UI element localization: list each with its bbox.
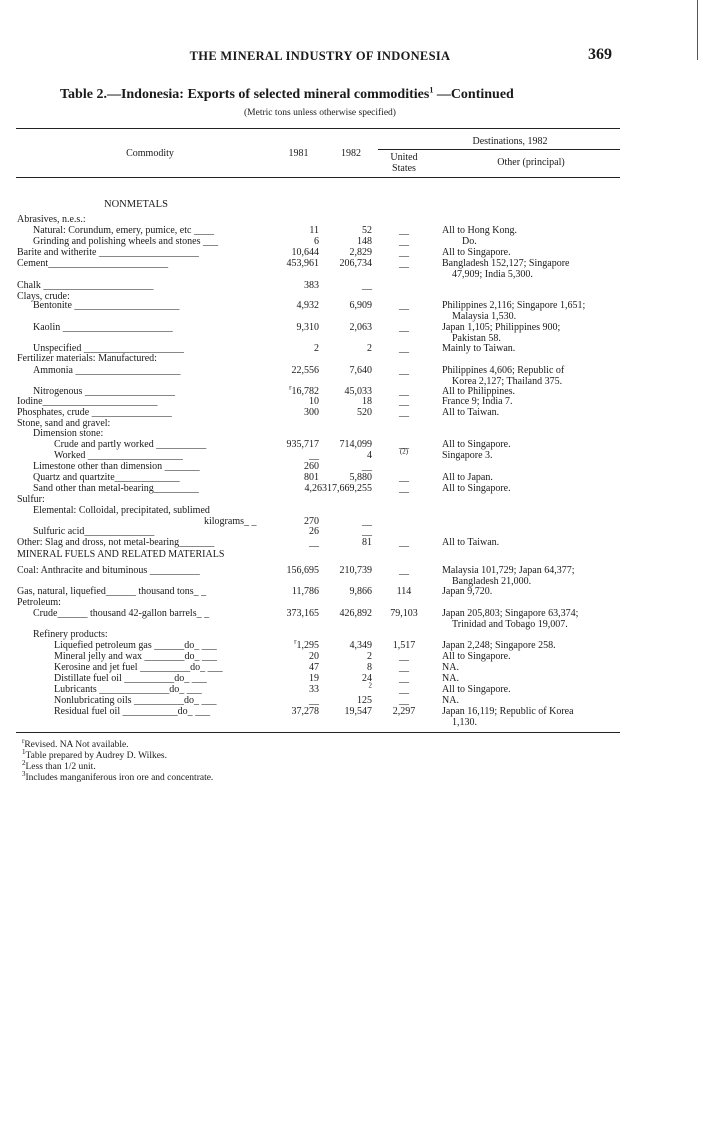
table-row <box>0 706 712 728</box>
table-row <box>0 236 712 247</box>
commodity-label: Residual fuel oil ___________do_ ___ <box>54 706 211 717</box>
commodity-label: Stone, sand and gravel: <box>17 418 111 429</box>
value-1981: 6 <box>314 236 319 247</box>
table-row <box>0 505 712 516</box>
value-1982: __ <box>362 461 372 472</box>
other-destinations <box>442 247 632 258</box>
destination-line: Japan 1,105; Philippines 900; <box>442 322 561 333</box>
value-1982: 520 <box>357 407 372 418</box>
destination-line: All to Japan. <box>442 472 493 483</box>
destination-line: 1,130. <box>452 717 477 728</box>
commodity-label: Coal: Anthracite and bituminous __________ <box>17 565 200 576</box>
other-destinations <box>442 322 632 344</box>
destination-line: France 9; India 7. <box>442 396 513 407</box>
other-destinations <box>442 640 632 651</box>
footnote: $^1$Table prepared by Audrey D. Wilkes. <box>22 747 167 761</box>
commodity-label: Ammonia _____________________ <box>33 365 181 376</box>
commodity-label: Crude and partly worked __________ <box>54 439 207 450</box>
value-1982: 2 <box>368 681 372 690</box>
value-1981: 10 <box>309 396 319 407</box>
value-united-states: __ <box>399 386 409 397</box>
destination-line: All to Singapore. <box>442 684 511 695</box>
leader-dots: ______________ <box>84 526 155 537</box>
commodity-label: Limestone other than dimension _______ <box>33 461 200 472</box>
commodity-label: Gas, natural, liquefied______ thousand tons_ _ <box>17 586 207 597</box>
value-united-states: __ <box>399 684 409 695</box>
leader-dots: ___________________ <box>85 450 183 461</box>
destination-line: Japan 16,119; Republic of Korea <box>442 706 574 717</box>
page-edge-line <box>697 0 698 60</box>
header-other: Other (principal) <box>497 157 565 168</box>
leader-dots: _____________________ <box>73 365 181 376</box>
value-1982: 52 <box>362 225 372 236</box>
value-united-states: __ <box>399 472 409 483</box>
other-destinations <box>442 651 632 662</box>
value-1981: 20 <box>309 651 319 662</box>
value-1982: 81 <box>362 537 372 548</box>
table-row <box>0 586 712 597</box>
table-row <box>0 407 712 418</box>
value-1981: 4,932 <box>296 300 319 311</box>
running-title: THE MINERAL INDUSTRY OF INDONESIA <box>189 49 451 63</box>
destination-line: Mainly to Taiwan. <box>442 343 516 354</box>
commodity-label: Dimension stone: <box>33 428 104 439</box>
leader-dots: _______ <box>179 537 215 548</box>
other-destinations <box>442 225 632 236</box>
leader-dots: ____________________ <box>96 247 199 258</box>
destination-line: NA. <box>442 695 459 706</box>
value-1981: 47 <box>309 662 319 673</box>
value-1982: 19,547 <box>344 706 372 717</box>
value-1981: 453,961 <box>286 258 319 269</box>
destination-line: All to Philippines. <box>442 386 516 397</box>
other-destinations <box>442 537 632 548</box>
value-1981: 2 <box>314 343 319 354</box>
destination-line: Philippines 2,116; Singapore 1,651; <box>442 300 586 311</box>
commodity-label: Grinding and polishing wheels and stones ___ <box>33 236 218 247</box>
value-1981: 22,556 <box>291 365 319 376</box>
table-row <box>0 483 712 494</box>
commodity-label: Nonlubricating oils __________do_ ___ <box>54 695 217 706</box>
value-1982: 5,880 <box>349 472 372 483</box>
combined-values-1981-1982: 4,26317,669,255 <box>304 483 372 494</box>
commodity-label: Kaolin ______________________ <box>33 322 173 333</box>
commodity-label: Abrasives, n.e.s.: <box>17 214 86 225</box>
table-row <box>0 300 712 322</box>
table-row <box>0 225 712 236</box>
value-united-states: __ <box>399 662 409 673</box>
value-united-states: 114 <box>396 586 412 597</box>
value-1982: 8 <box>367 662 372 673</box>
commodity-label: Phosphates, crude ________________ <box>17 407 172 418</box>
leader-dots: ______do_ ___ <box>151 640 217 651</box>
leader-dots: ______ thousand 42-gallon barrels_ _ <box>57 608 210 619</box>
leader-dots: ________________ <box>89 407 172 418</box>
destination-line: All to Hong Kong. <box>442 225 517 236</box>
commodity-label: Mineral jelly and wax ________do_ ___ <box>54 651 218 662</box>
destination-line: All to Singapore. <box>442 651 511 662</box>
page-number: 369 <box>588 46 612 63</box>
destination-line: NA. <box>442 662 459 673</box>
commodity-label: Sulfur: <box>17 494 45 505</box>
commodity-label: Nitrogenous __________________ <box>33 386 175 397</box>
other-destinations <box>442 673 632 684</box>
table-bottom-rule <box>16 732 620 733</box>
leader-dots: ________________________ <box>48 258 169 269</box>
destination-line: Japan 9,720. <box>442 586 493 597</box>
table-row <box>0 247 712 258</box>
commodity-label: Fertilizer materials: Manufactured: <box>17 353 157 364</box>
leader-dots: ______________________ <box>40 280 154 291</box>
commodity-label: Refinery products: <box>33 629 108 640</box>
table-row <box>0 353 712 364</box>
other-destinations <box>442 407 632 418</box>
leader-dots: ________do_ ___ <box>142 651 218 662</box>
commodity-label: Liquefied petroleum gas ______do_ ___ <box>54 640 217 651</box>
leader-dots: __________do_ ___ <box>137 662 223 673</box>
commodity-label: Crude______ thousand 42-gallon barrels_ _ <box>33 608 210 619</box>
other-destinations <box>442 450 632 461</box>
value-1981: 801 <box>304 472 319 483</box>
value-1981: __ <box>309 537 319 548</box>
other-destinations <box>442 472 632 483</box>
value-1982: 2 <box>367 343 372 354</box>
value-1981: 37,278 <box>291 706 319 717</box>
table-subtitle: (Metric tons unless otherwise specified) <box>244 108 396 118</box>
commodity-label: kilograms_ _ <box>204 516 257 527</box>
destination-line: All to Singapore. <box>442 247 511 258</box>
destination-line: Korea 2,127; Thailand 375. <box>452 376 563 387</box>
destination-line: Singapore 3. <box>442 450 493 461</box>
value-1981: 270 <box>304 516 319 527</box>
footnote: $^2$Less than 1/2 unit. <box>22 758 96 772</box>
value-1982: 125 <box>357 695 372 706</box>
value-1982: 148 <box>357 236 372 247</box>
commodity-label: Sulfuric acid______________ <box>33 526 155 537</box>
value-united-states: __ <box>399 695 409 706</box>
other-destinations <box>442 365 632 387</box>
value-1981: 19 <box>309 673 319 684</box>
table-row <box>0 322 712 344</box>
commodity-label: Sand other than metal-bearing_________ <box>33 483 199 494</box>
value-1981: 9,310 <box>296 322 319 333</box>
table-title: Table 2.—Indonesia: Exports of selected mineral commodities$^1$ —Continued <box>60 85 514 102</box>
destination-line: Malaysia 1,530. <box>452 311 517 322</box>
value-united-states: __ <box>399 236 409 247</box>
value-united-states: __ <box>399 343 409 354</box>
header-1982: 1982 <box>341 148 361 159</box>
value-united-states: __ <box>399 258 409 269</box>
value-1981: 10,644 <box>291 247 319 258</box>
destinations-rule <box>378 149 620 150</box>
table-row <box>0 365 712 387</box>
footnotes <box>22 736 214 784</box>
header-bottom-rule <box>16 177 620 178</box>
value-1982: 426,892 <box>339 608 372 619</box>
destination-line: Philippines 4,606; Republic of <box>442 365 565 376</box>
value-1982: 6,909 <box>349 300 372 311</box>
table-row <box>0 537 712 548</box>
destination-line: Do. <box>462 236 477 247</box>
destination-line: Trinidad and Tobago 19,007. <box>452 619 568 630</box>
value-1981: __ <box>309 695 319 706</box>
commodity-label: Lubricants ______________do_ ___ <box>54 684 202 695</box>
table-row <box>0 608 712 630</box>
destination-line: Bangladesh 21,000. <box>452 576 532 587</box>
table-row <box>0 695 712 706</box>
other-destinations <box>442 396 632 407</box>
commodity-label: Distillate fuel oil __________do_ ___ <box>54 673 207 684</box>
value-united-states: 2,297 <box>392 706 416 717</box>
table-row <box>0 214 712 225</box>
value-united-states: 79,103 <box>390 608 418 619</box>
value-1982: 206,734 <box>339 258 372 269</box>
other-destinations <box>442 565 632 587</box>
other-destinations <box>442 662 632 673</box>
destination-line: All to Taiwan. <box>442 537 500 548</box>
value-united-states: __ <box>399 225 409 236</box>
value-1981: 373,165 <box>286 608 319 619</box>
other-destinations <box>442 439 632 450</box>
other-destinations <box>442 608 632 630</box>
commodity-label: Cement________________________ <box>17 258 169 269</box>
other-destinations <box>442 684 632 695</box>
commodity-label: Quartz and quartzite_____________ <box>33 472 180 483</box>
header-destinations: Destinations, 1982 <box>472 136 548 147</box>
leader-dots: ____________________ <box>81 343 184 354</box>
destination-line: Pakistan 58. <box>452 333 501 344</box>
destination-line: Malaysia 101,729; Japan 64,377; <box>442 565 575 576</box>
leader-dots: __________do_ ___ <box>121 673 207 684</box>
commodity-label: Elemental: Colloidal, precipitated, sublimed <box>33 505 210 516</box>
destination-line: Japan 205,803; Singapore 63,374; <box>442 608 579 619</box>
table-row <box>0 280 712 291</box>
value-1982: __ <box>362 526 372 537</box>
value-1981: 260 <box>304 461 319 472</box>
value-united-states: 1,517 <box>392 640 416 651</box>
table-row <box>0 439 712 450</box>
table-row <box>0 651 712 662</box>
value-1982: 9,866 <box>349 586 372 597</box>
leader-dots: _________ <box>153 483 199 494</box>
value-1981: 26 <box>309 526 319 537</box>
destination-line: All to Singapore. <box>442 483 511 494</box>
commodity-label: Kerosine and jet fuel __________do_ ___ <box>54 662 223 673</box>
value-united-states: __ <box>399 247 409 258</box>
value-1982: 2,063 <box>349 322 372 333</box>
value-united-states: __ <box>399 396 409 407</box>
value-1982: 714,099 <box>339 439 372 450</box>
table-top-rule <box>16 128 620 129</box>
other-destinations <box>442 695 632 706</box>
leader-dots: __________ <box>147 565 200 576</box>
table-row <box>0 258 712 280</box>
leader-dots: __________________ <box>82 386 175 397</box>
header-commodity: Commodity <box>126 148 174 159</box>
other-destinations <box>442 706 632 728</box>
table-row <box>0 662 712 673</box>
commodity-label: MINERAL FUELS AND RELATED MATERIALS <box>17 549 225 560</box>
value-united-states: __ <box>399 483 409 494</box>
leader-dots: ______ thousand tons_ _ <box>105 586 207 597</box>
commodity-label: Iodine_______________________ <box>17 396 158 407</box>
leader-dots: __________do_ ___ <box>131 695 217 706</box>
footnote: $^3$Includes manganiferous iron ore and concentrate. <box>22 769 214 783</box>
table-row <box>0 494 712 505</box>
leader-dots: ____ <box>191 225 214 236</box>
leader-dots: ___________do_ ___ <box>120 706 211 717</box>
commodity-label: Bentonite _____________________ <box>33 300 180 311</box>
leader-dots: ___ <box>200 236 218 247</box>
value-1981: __ <box>309 450 319 461</box>
value-united-states: __ <box>399 300 409 311</box>
table-row <box>0 637 712 651</box>
table-row <box>0 472 712 483</box>
value-united-states: (2) <box>399 447 409 456</box>
value-united-states: __ <box>399 322 409 333</box>
leader-dots: _______ <box>162 461 200 472</box>
table-row <box>0 396 712 407</box>
table-row <box>0 549 712 560</box>
value-1982: 45,033 <box>344 386 372 397</box>
destination-line: NA. <box>442 673 459 684</box>
commodity-label: Worked ___________________ <box>54 450 183 461</box>
destination-line: All to Taiwan. <box>442 407 500 418</box>
other-destinations <box>442 586 632 597</box>
commodity-label: Chalk ______________________ <box>17 280 154 291</box>
value-1982: 4,349 <box>349 640 372 651</box>
table-row <box>0 461 712 472</box>
table-row <box>0 447 712 461</box>
leader-dots: __________ <box>153 439 207 450</box>
leader-dots: _____________ <box>114 472 180 483</box>
value-1981: 33 <box>309 684 319 695</box>
leader-dots: ______________________ <box>60 322 173 333</box>
value-1982: 24 <box>362 673 372 684</box>
leader-dots: _______________________ <box>42 396 158 407</box>
footnote: $^r$Revised. NA Not available. <box>22 736 129 750</box>
value-1982: 7,640 <box>349 365 372 376</box>
header-1981: 1981 <box>288 148 309 159</box>
table-row <box>0 565 712 587</box>
leader-dots: _____________________ <box>71 300 180 311</box>
table-row <box>0 428 712 439</box>
table-row <box>0 673 712 684</box>
value-1981: $^r$1,295 <box>294 637 319 651</box>
value-united-states: __ <box>399 651 409 662</box>
value-1982: __ <box>362 516 372 527</box>
value-united-states: __ <box>399 673 409 684</box>
value-united-states: __ <box>399 565 409 576</box>
value-united-states: __ <box>399 537 409 548</box>
commodity-label: Unspecified ____________________ <box>33 343 184 354</box>
commodity-label: Clays, crude: <box>17 291 70 302</box>
value-1981: $^r$16,782 <box>289 383 319 397</box>
value-1982: __ <box>362 280 372 291</box>
section-heading: NONMETALS <box>104 199 168 210</box>
header-united-states: United States <box>390 152 418 174</box>
value-1981: 11 <box>309 225 319 236</box>
table-row <box>0 629 712 640</box>
commodity-label: Barite and witherite ____________________ <box>17 247 199 258</box>
value-1981: 11,786 <box>291 586 319 597</box>
value-1982: 18 <box>362 396 372 407</box>
other-destinations <box>442 236 652 247</box>
other-destinations <box>442 258 632 280</box>
value-united-states: __ <box>399 365 409 376</box>
value-1982: 2 <box>367 651 372 662</box>
table-row <box>0 597 712 608</box>
commodity-label: Natural: Corundum, emery, pumice, etc ____ <box>33 225 214 236</box>
value-1981: 156,695 <box>286 565 319 576</box>
destination-line: All to Singapore. <box>442 439 511 450</box>
commodity-label: Other: Slag and dross, not metal-bearing_______ <box>17 537 215 548</box>
table-row <box>0 526 712 537</box>
leader-dots: _ _ <box>244 516 257 527</box>
leader-dots: ______________do_ ___ <box>96 684 202 695</box>
value-1982: 2,829 <box>349 247 372 258</box>
value-1982: 4 <box>367 450 372 461</box>
value-1982: 210,739 <box>339 565 372 576</box>
destination-line: Bangladesh 152,127; Singapore <box>442 258 570 269</box>
other-destinations <box>442 483 632 494</box>
value-1981: 300 <box>304 407 319 418</box>
table-row <box>0 681 712 695</box>
value-united-states: __ <box>399 439 409 450</box>
destination-line: Japan 2,248; Singapore 258. <box>442 640 556 651</box>
other-destinations <box>442 300 632 322</box>
value-1981: 383 <box>304 280 319 291</box>
destination-line: 47,909; India 5,300. <box>452 269 533 280</box>
commodity-label: Petroleum: <box>17 597 61 608</box>
value-1981: 935,717 <box>286 439 319 450</box>
value-united-states: __ <box>399 407 409 418</box>
